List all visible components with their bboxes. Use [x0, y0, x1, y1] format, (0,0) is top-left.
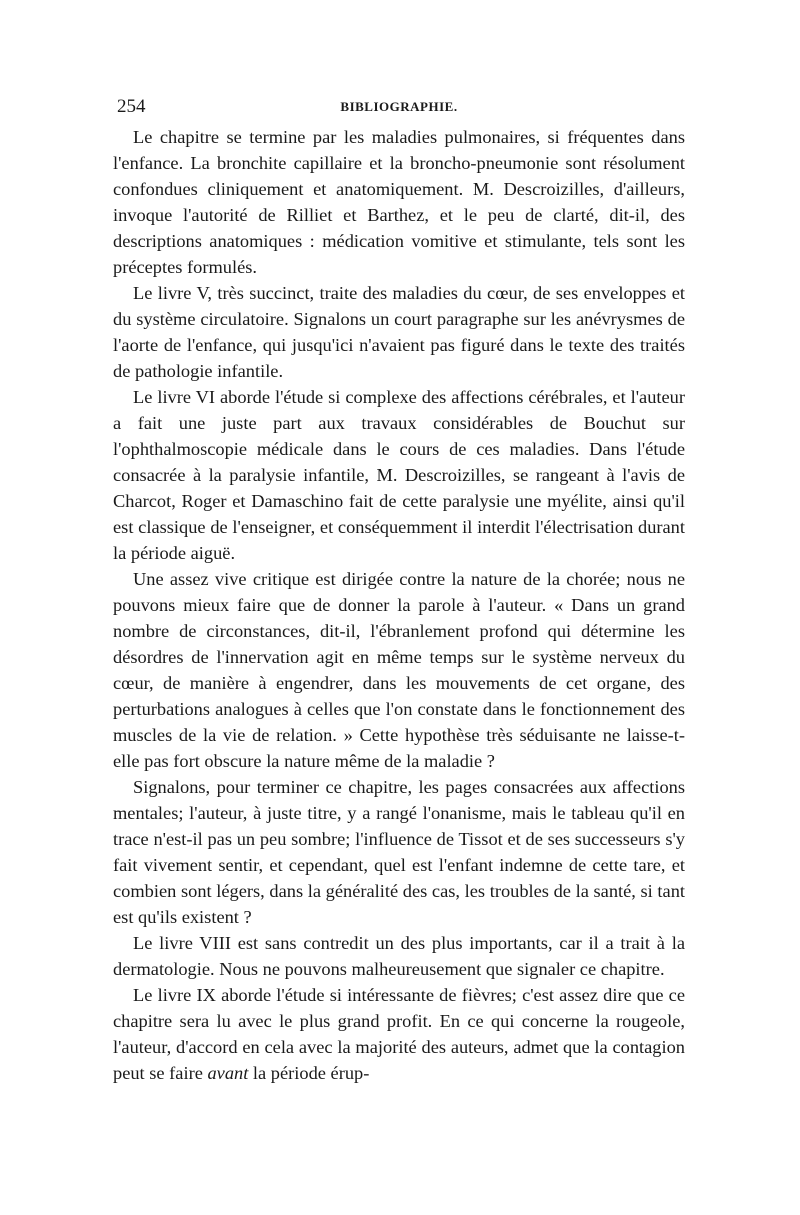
page-header — [113, 96, 685, 122]
page-number: 254 — [117, 96, 146, 117]
paragraph-affections-mentales: Signalons, pour terminer ce chapitre, les pages consacrées aux affections mentales; l'auteur, à juste titre, y a rangé l'onanisme, mais le tableau qu'il en trace n'est-il pas un peu sombre; l'influence de Tissot et de ses successeurs s'y fait vivement sentir, et cependant, quel est l'enfant indemne de cette tare, et combien sont légers, dans la généralité des cas, les troubles de la santé, si tant est qu'ils existent ? — [113, 777, 685, 927]
body-text — [113, 124, 685, 1086]
emphasis-avant: avant — [207, 1063, 249, 1083]
paragraph-livre-v: Le livre V, très succinct, traite des maladies du cœur, de ses enveloppes et du système circulatoire. Signalons un court paragraphe sur les anévrysmes de l'aorte de l'enfance, qui jusqu'ici n'avaient pas figuré dans le texte des traités de pathologie infantile. — [113, 283, 685, 381]
running-head: BIBLIOGRAPHIE. — [340, 99, 458, 114]
paragraph-livre-ix-text-after: la période érup- — [248, 1063, 370, 1083]
paragraph-livre-ix-text-before: Le livre IX aborde l'étude si intéressante de fièvres; c'est assez dire que ce chapitre sera lu avec le plus grand profit. En ce qui concerne la rougeole, l'auteur, d'accord en cela avec la majorité des auteurs, admet que la contagion peut se faire — [113, 985, 685, 1083]
paragraph-livre-viii: Le livre VIII est sans contredit un des plus importants, car il a trait à la dermatologie. Nous ne pouvons malheureusement que signaler ce chapitre. — [113, 933, 685, 979]
paragraph-choree: Une assez vive critique est dirigée contre la nature de la chorée; nous ne pouvons mieux faire que de donner la parole à l'auteur. « Dans un grand nombre de circonstances, dit-il, l'ébranlement profond qui détermine les désordres de l'innervation agit en même temps sur le système nerveux du cœur, de manière à engendrer, dans les mouvements de cet organe, des perturbations analogues à celles que l'on constate dans le fonctionnement des muscles de la vie de relation. » Cette hypothèse très séduisante ne laisse-t-elle pas fort obscure la nature même de la maladie ? — [113, 569, 685, 771]
paragraph-livre-vi: Le livre VI aborde l'étude si complexe des affections cérébrales, et l'auteur a fait une juste part aux travaux considérables de Bouchut sur l'ophthalmoscopie médicale dans le cours de ces maladies. Dans l'étude consacrée à la paralysie infantile, M. Descroizilles, se rangeant à l'avis de Charcot, Roger et Damaschino fait de cette paralysie une myélite, ainsi qu'il est classique de l'enseigner, et conséquemment il interdit l'électrisation durant la période aiguë. — [113, 387, 685, 563]
book-page — [113, 96, 685, 1086]
paragraph-livre-ix — [113, 982, 685, 1086]
paragraph-pulmonary-diseases: Le chapitre se termine par les maladies pulmonaires, si fréquentes dans l'enfance. La bronchite capillaire et la broncho-pneumonie sont résolument confondues cliniquement et anatomiquement. M. Descroizilles, d'ailleurs, invoque l'autorité de Rilliet et Barthez, et le peu de clarté, dit-il, des descriptions anatomiques : médication vomitive et stimulante, tels sont les préceptes formulés. — [113, 127, 685, 277]
